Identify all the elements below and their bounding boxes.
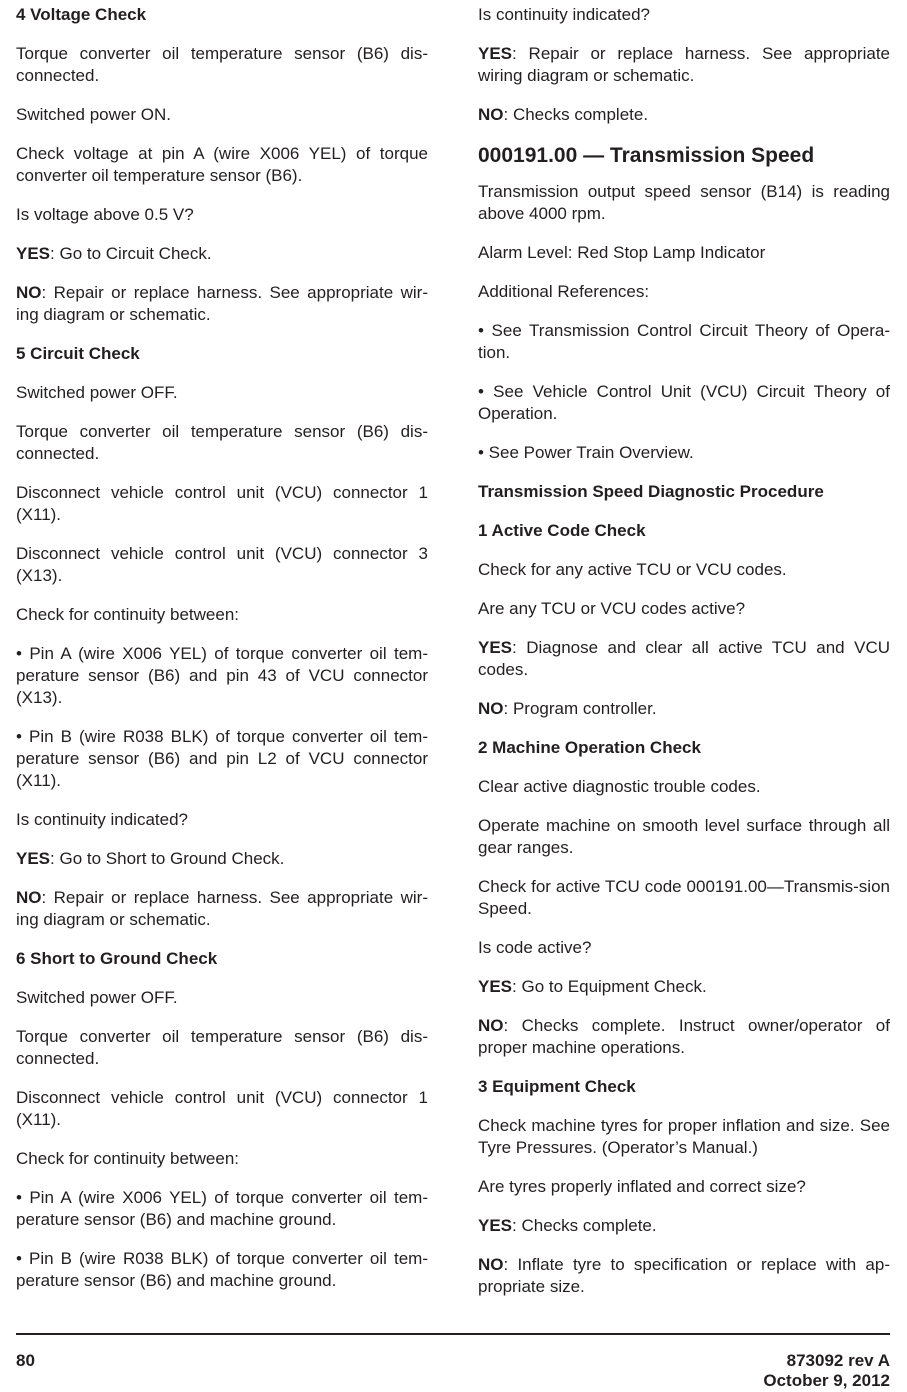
- answer-text: : Repair or replace harness. See appropriate wir-ing diagram or schematic.: [16, 888, 428, 929]
- paragraph: Is code active?: [478, 938, 592, 957]
- answer-label: YES: [478, 1216, 513, 1235]
- bullet-item: • See Vehicle Control Unit (VCU) Circuit Theory of Operation.: [478, 382, 890, 423]
- answer-line: [16, 848, 428, 870]
- paragraph: Check for any active TCU or VCU codes.: [478, 560, 787, 579]
- bullet-item: • See Transmission Control Circuit Theory of Opera-tion.: [478, 321, 890, 362]
- answer-line: [16, 887, 428, 931]
- bullet-item: • Pin B (wire R038 BLK) of torque converter oil tem-perature sensor (B6) and machine ground.: [16, 1249, 428, 1290]
- answer-line: [478, 1215, 890, 1237]
- right-column: [478, 4, 890, 1315]
- answer-text: : Go to Circuit Check.: [50, 244, 212, 263]
- paragraph: Torque converter oil temperature sensor (B6) dis-connected.: [16, 1027, 428, 1068]
- paragraph: Switched power OFF.: [16, 383, 178, 402]
- bullet-item: • Pin A (wire X006 YEL) of torque converter oil tem-perature sensor (B6) and machine ground.: [16, 1188, 428, 1229]
- answer-label: NO: [478, 699, 504, 718]
- paragraph: Switched power ON.: [16, 105, 171, 124]
- answer-label: YES: [16, 244, 51, 263]
- paragraph: Is voltage above 0.5 V?: [16, 205, 194, 224]
- answer-text: : Repair or replace harness. See appropriate wiring diagram or schematic.: [478, 44, 890, 85]
- answer-line: [16, 282, 428, 326]
- paragraph: Check for continuity between:: [16, 1149, 240, 1168]
- document-id: 873092 rev A: [786, 1351, 890, 1370]
- answer-label: NO: [16, 283, 42, 302]
- topic-title: 000191.00 — Transmission Speed: [478, 144, 815, 167]
- paragraph: Check for active TCU code 000191.00—Transmis-sion Speed.: [478, 877, 890, 918]
- paragraph: Operate machine on smooth level surface through all gear ranges.: [478, 816, 890, 857]
- left-column: [16, 4, 428, 1309]
- paragraph: Check voltage at pin A (wire X006 YEL) of torque converter oil temperature sensor (B6).: [16, 144, 428, 185]
- answer-text: : Inflate tyre to specification or replace with ap-propriate size.: [478, 1255, 890, 1296]
- paragraph: Alarm Level: Red Stop Lamp Indicator: [478, 243, 766, 262]
- answer-text: : Checks complete.: [503, 105, 649, 124]
- answer-line: [478, 1015, 890, 1059]
- answer-line: [478, 637, 890, 681]
- answer-line: [16, 243, 428, 265]
- answer-line: [478, 976, 890, 998]
- paragraph: Are any TCU or VCU codes active?: [478, 599, 746, 618]
- answer-line: [478, 1254, 890, 1298]
- paragraph: Torque converter oil temperature sensor (B6) dis-connected.: [16, 422, 428, 463]
- answer-text: : Go to Equipment Check.: [512, 977, 707, 996]
- paragraph: Switched power OFF.: [16, 988, 178, 1007]
- section-heading: 4 Voltage Check: [16, 5, 147, 24]
- answer-label: YES: [478, 977, 513, 996]
- section-heading: 5 Circuit Check: [16, 344, 140, 363]
- paragraph: Are tyres properly inflated and correct size?: [478, 1177, 806, 1196]
- paragraph: Torque converter oil temperature sensor (B6) dis-connected.: [16, 44, 428, 85]
- bullet-item: • See Power Train Overview.: [478, 443, 694, 462]
- answer-label: NO: [478, 105, 504, 124]
- paragraph: Is continuity indicated?: [16, 810, 188, 829]
- answer-line: [478, 698, 890, 720]
- answer-text: : Program controller.: [503, 699, 657, 718]
- section-heading: Transmission Speed Diagnostic Procedure: [478, 482, 824, 501]
- document-date: October 9, 2012: [763, 1371, 890, 1390]
- bullet-item: • Pin A (wire X006 YEL) of torque converter oil tem-perature sensor (B6) and pin 43 of VCU connector (X13).: [16, 644, 428, 707]
- paragraph: Check machine tyres for proper inflation and size. See Tyre Pressures. (Operator’s Manual.): [478, 1116, 890, 1157]
- answer-label: YES: [478, 44, 513, 63]
- paragraph: Disconnect vehicle control unit (VCU) connector 3 (X13).: [16, 544, 428, 585]
- paragraph: Additional References:: [478, 282, 650, 301]
- answer-label: YES: [16, 849, 51, 868]
- section-heading: 2 Machine Operation Check: [478, 738, 701, 757]
- answer-text: : Repair or replace harness. See appropriate wir-ing diagram or schematic.: [16, 283, 428, 324]
- paragraph: Transmission output speed sensor (B14) is reading above 4000 rpm.: [478, 182, 890, 223]
- section-heading: 6 Short to Ground Check: [16, 949, 218, 968]
- answer-label: NO: [16, 888, 42, 907]
- paragraph: Check for continuity between:: [16, 605, 240, 624]
- answer-text: : Go to Short to Ground Check.: [50, 849, 285, 868]
- answer-line: [478, 43, 890, 87]
- answer-text: : Checks complete.: [512, 1216, 657, 1235]
- paragraph: Is continuity indicated?: [478, 5, 650, 24]
- bullet-item: • Pin B (wire R038 BLK) of torque converter oil tem-perature sensor (B6) and pin L2 of VCU connector (X11).: [16, 727, 428, 790]
- paragraph: Clear active diagnostic trouble codes.: [478, 777, 761, 796]
- section-heading: 1 Active Code Check: [478, 521, 646, 540]
- answer-label: NO: [478, 1255, 504, 1274]
- answer-text: : Checks complete. Instruct owner/operator of proper machine operations.: [478, 1016, 890, 1057]
- page-number: 80: [16, 1351, 35, 1370]
- answer-label: YES: [478, 638, 513, 657]
- paragraph: Disconnect vehicle control unit (VCU) connector 1 (X11).: [16, 483, 428, 524]
- paragraph: Disconnect vehicle control unit (VCU) connector 1 (X11).: [16, 1088, 428, 1129]
- footer-rule: [16, 1333, 890, 1335]
- answer-line: [478, 104, 890, 126]
- answer-label: NO: [478, 1016, 504, 1035]
- section-heading: 3 Equipment Check: [478, 1077, 636, 1096]
- answer-text: : Diagnose and clear all active TCU and VCU codes.: [478, 638, 890, 679]
